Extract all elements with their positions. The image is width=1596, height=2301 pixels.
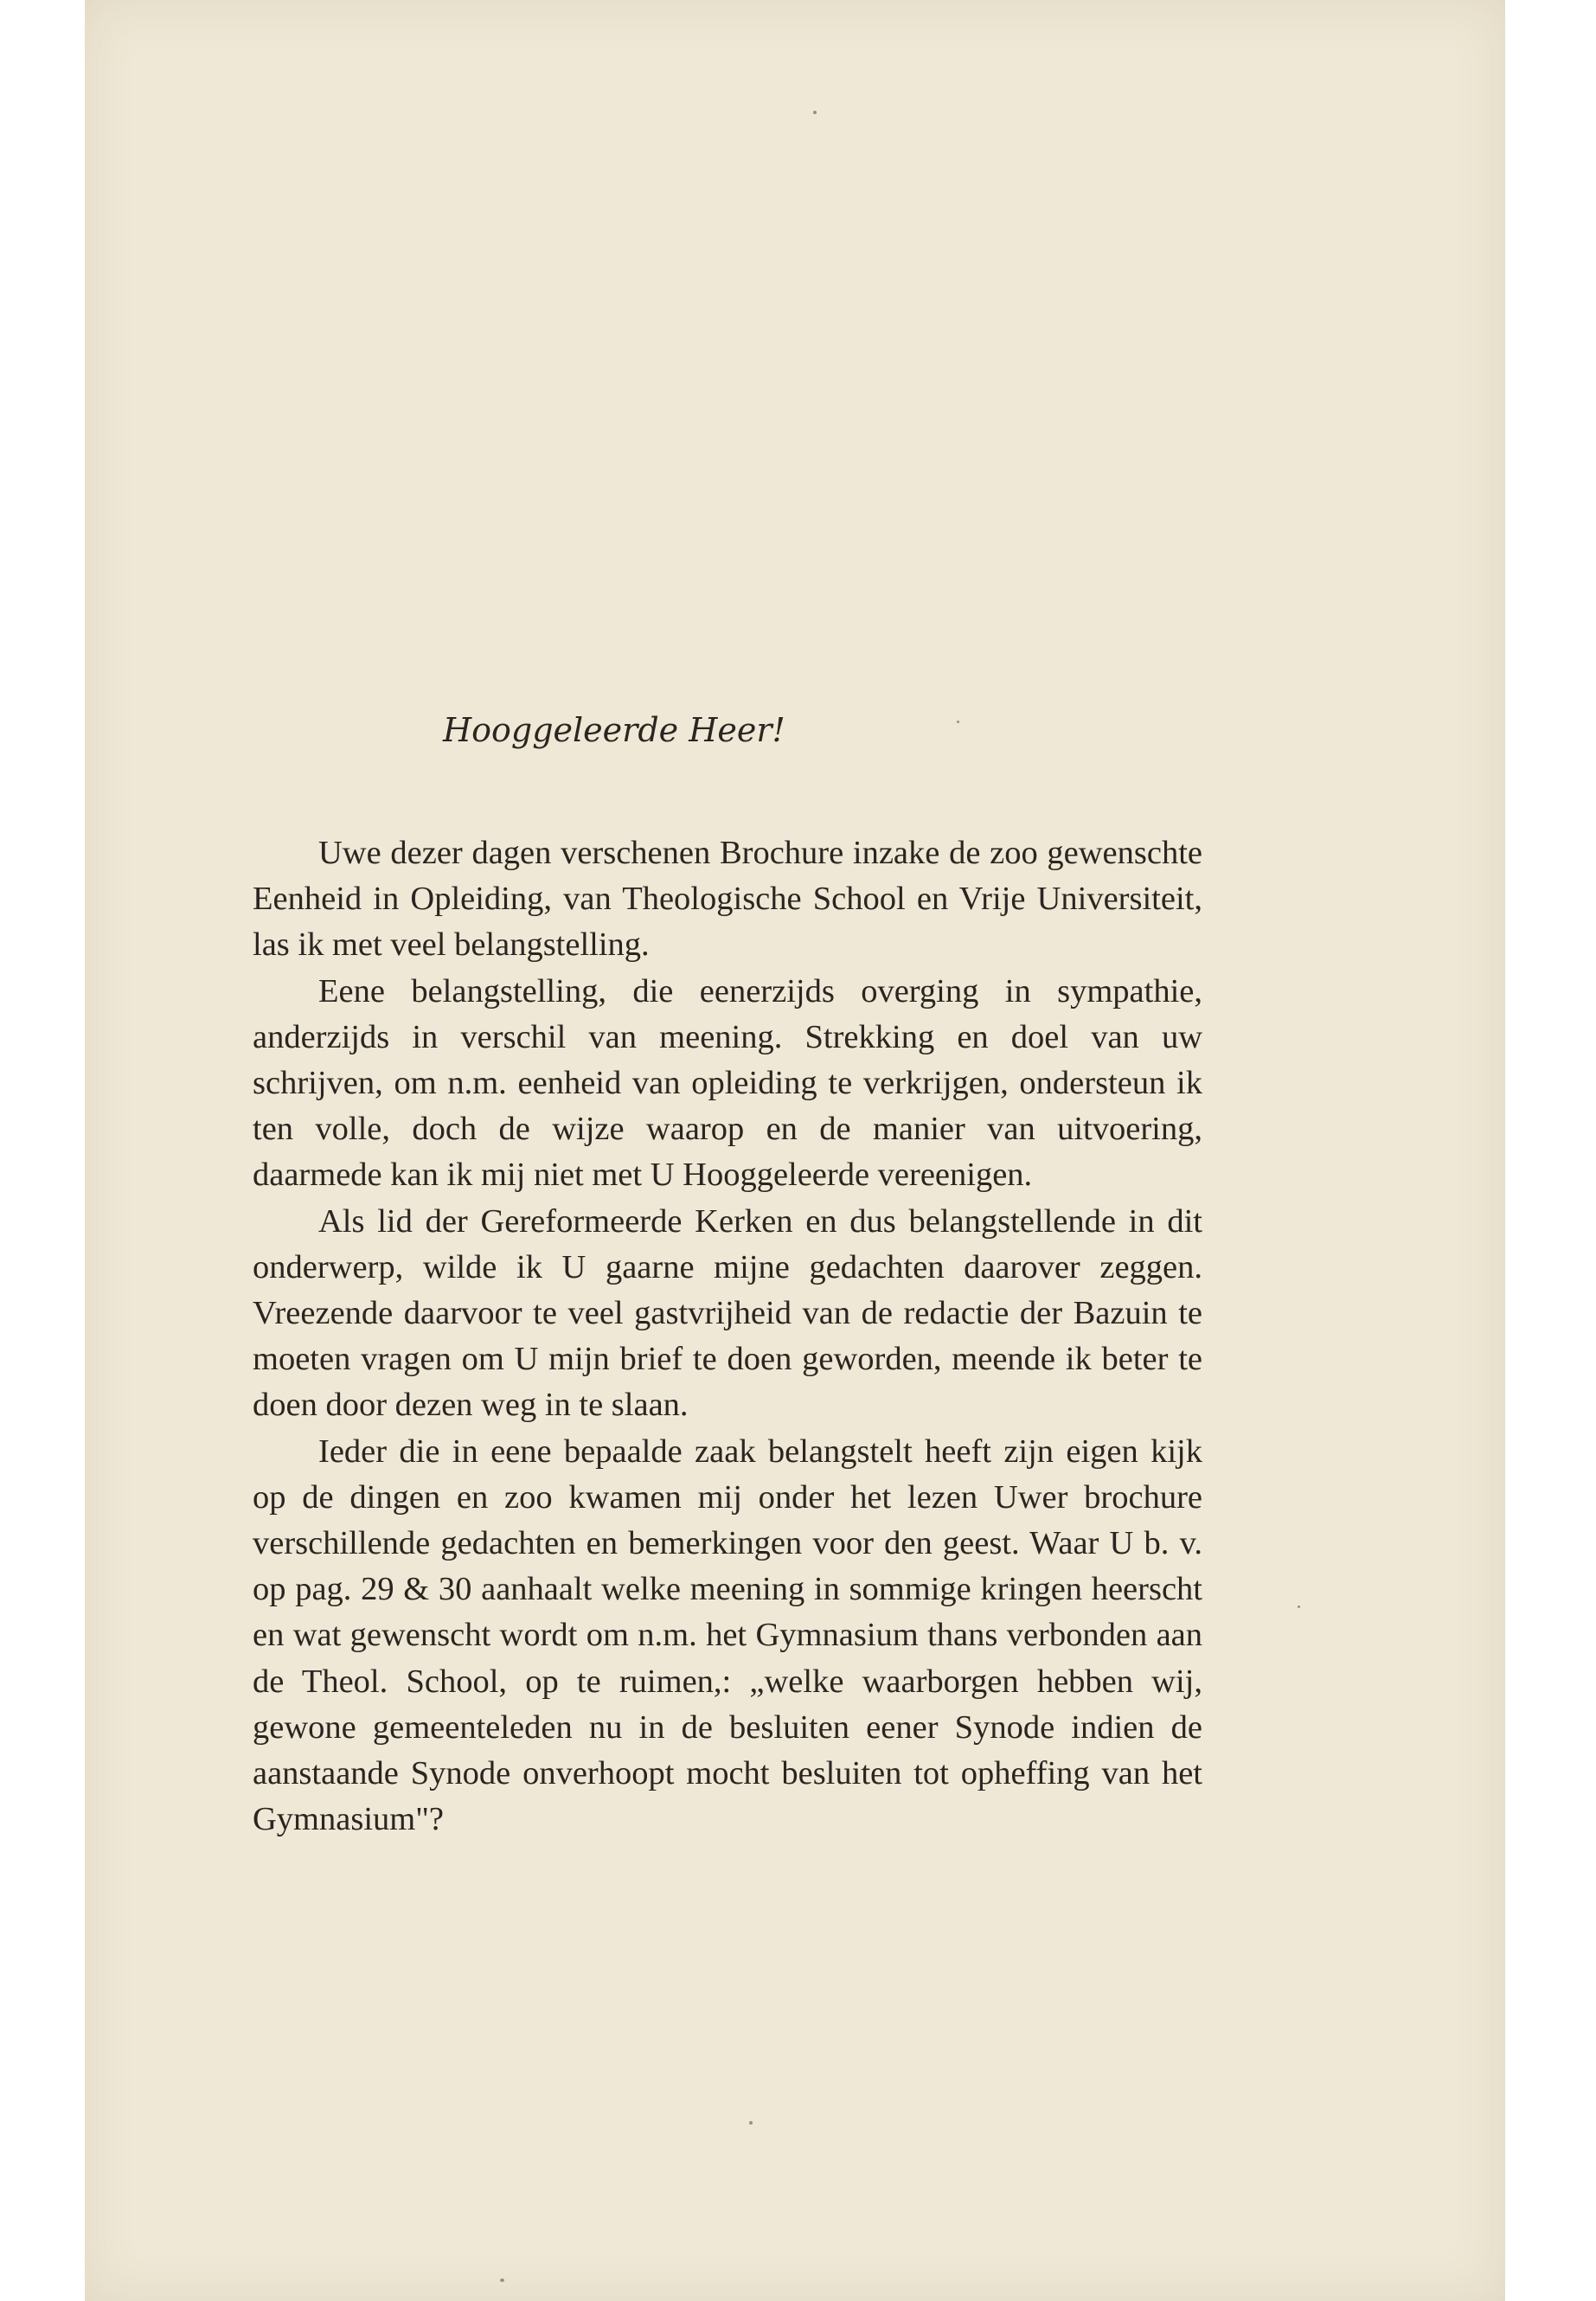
letter-paragraph: Als lid der Gereformeerde Kerken en dus belangstellende in dit onderwerp, wilde ik U gaarne mijne gedachten daarover zeggen. Vreezende daarvoor te veel gastvrijheid van de redactie der Bazuin te moeten vragen om U mijn brief te doen geworden, meende ik beter te doen door dezen weg in te slaan. xyxy=(253,1202,1202,1424)
paper-speck xyxy=(749,2121,753,2125)
letter-paragraph: Ieder die in eene bepaalde zaak belangstelt heeft zijn eigen kijk op de dingen en zoo kwamen mij onder het lezen Uwer brochure verschillende gedachten en bemerkingen voor den geest. Waar U b. v. op pag. 29 & 30 aanhaalt welke meening in sommige kringen heerscht en wat gewenscht wordt om n.m. het Gymnasium thans verbonden aan de Theol. School, op te ruimen,: „welke waarborgen hebben wij, gewone gemeenteleden nu in de besluiten eener Synode indien de aanstaande Synode onverhoopt mocht besluiten tot opheffing van het Gymnasium"? xyxy=(253,1433,1202,1838)
letter-body xyxy=(253,830,1202,1843)
paper-speck xyxy=(500,2279,504,2282)
paper-speck xyxy=(957,721,959,723)
letter-salutation: Hooggeleerde Heer! xyxy=(443,711,785,749)
letter-paragraph: Eene belangstelling, die eenerzijds overging in sympathie, anderzijds in verschil van meening. Strekking en doel van uw schrijven, om n.m. eenheid van opleiding te verkrijgen, ondersteun ik ten volle, doch de wijze waarop en de manier van uitvoering, daarmede kan ik mij niet met U Hooggeleerde vereenigen. xyxy=(253,972,1202,1194)
paper-speck xyxy=(813,111,817,114)
letter-paragraph: Uwe dezer dagen verschenen Brochure inzake de zoo gewenschte Eenheid in Opleiding, van Theologische School en Vrije Universiteit, las ik met veel belangstelling. xyxy=(253,835,1202,964)
paper-speck xyxy=(1298,1606,1300,1608)
